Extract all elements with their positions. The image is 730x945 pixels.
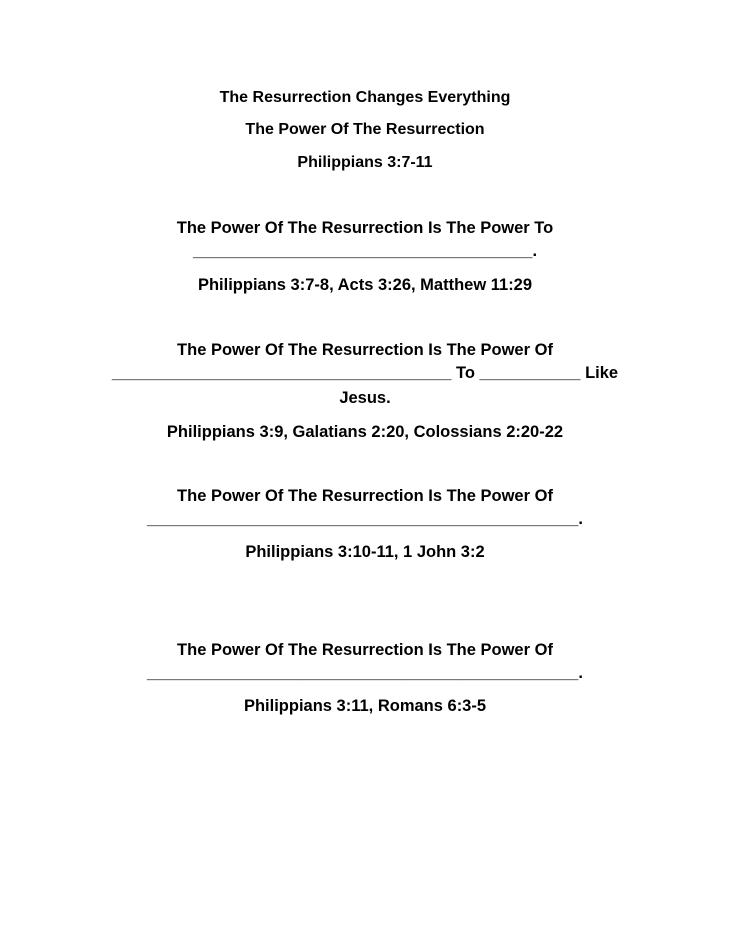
section-2-continuation: Jesus. <box>339 389 391 407</box>
section-1-references: Philippians 3:7-8, Acts 3:26, Matthew 11:29 <box>197 276 533 294</box>
section-3-statement: The Power Of The Resurrection Is The Power Of <box>177 487 553 505</box>
main-scripture-reference: Philippians 3:7-11 <box>297 154 433 171</box>
section-2-statement: The Power Of The Resurrection Is The Power Of <box>177 341 553 359</box>
section-4-statement: The Power Of The Resurrection Is The Power Of <box>177 641 553 659</box>
section-2-blank-line: _____________________________________ To ___________ Like <box>111 364 619 382</box>
section-2-references: Philippians 3:9, Galatians 2:20, Colossians 2:20-22 <box>166 423 564 441</box>
section-1-blank-line: _____________________________________. <box>192 242 538 260</box>
section-4-references: Philippians 3:11, Romans 6:3-5 <box>243 697 487 715</box>
section-1-statement: The Power Of The Resurrection Is The Power To <box>176 219 554 237</box>
section-4-blank-line: _______________________________________________. <box>147 664 583 682</box>
section-3-blank-line: _______________________________________________. <box>147 510 583 528</box>
document-title: The Resurrection Changes Everything <box>219 89 511 106</box>
section-3-references: Philippians 3:10-11, 1 John 3:2 <box>245 543 485 561</box>
document-subtitle: The Power Of The Resurrection <box>245 121 485 138</box>
